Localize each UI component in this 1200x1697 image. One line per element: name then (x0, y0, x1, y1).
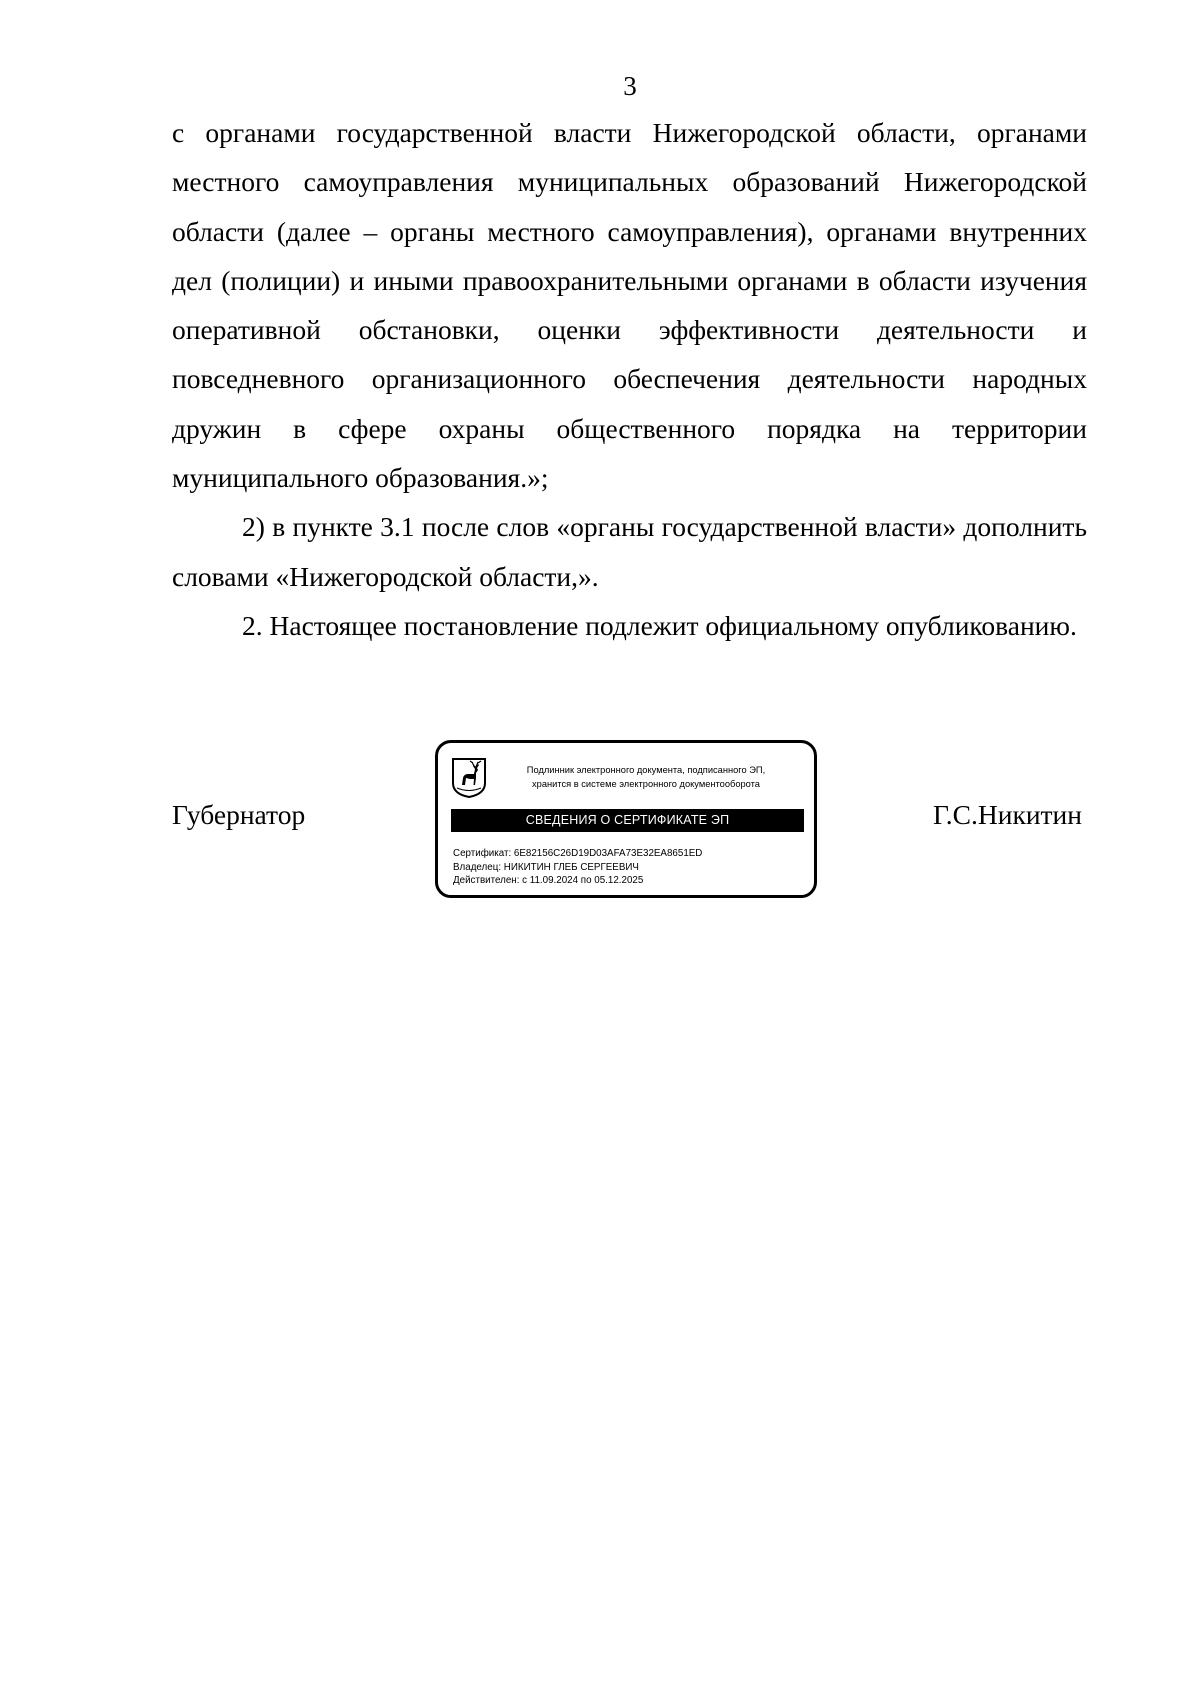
signer-name: Г.С.Никитин (933, 799, 1082, 830)
certificate-owner: Владелец: НИКИТИН ГЛЕБ СЕРГЕЕВИЧ (453, 861, 639, 873)
page-number: 3 (623, 71, 637, 101)
paragraph-publication: 2. Настоящее постановление подлежит официальному опубликованию. (242, 609, 1077, 641)
paragraph-continuation: с органами государственной власти Нижегородской области, органами местного самоуправления муниципальных образований Нижегородской области (далее – органы местного самоуправления), органами внутренних дел (полиции) и иными правоохранительными органами в области изучения оперативной обстановки, оценки эффективности деятельности и повседневного организационного обеспечения деятельности народных дружин в сфере охраны общественного порядка на территории муниципального образования.»; (172, 117, 1087, 494)
electronic-signature-stamp (435, 740, 817, 898)
document-body (172, 108, 1087, 650)
stamp-header (496, 763, 796, 791)
certificate-validity: Действителен: с 11.09.2024 по 05.12.2025 (453, 875, 644, 886)
stamp-header-line-2: хранится в системе электронного документооборота (532, 779, 760, 789)
deer-emblem-icon (451, 757, 487, 799)
stamp-header-line-1: Подлинник электронного документа, подписанного ЭП, (526, 765, 766, 775)
paragraph-item-2: 2) в пункте 3.1 после слов «органы государственной власти» дополнить словами «Нижегородской области,». (172, 511, 1087, 592)
certificate-details (453, 847, 702, 888)
signer-position: Губернатор (172, 799, 306, 830)
certificate-number: Сертификат: 6E82156C26D19D03AFA73E32EA8651ED (453, 848, 703, 859)
stamp-title-bar: СВЕДЕНИЯ О СЕРТИФИКАТЕ ЭП (451, 809, 804, 832)
